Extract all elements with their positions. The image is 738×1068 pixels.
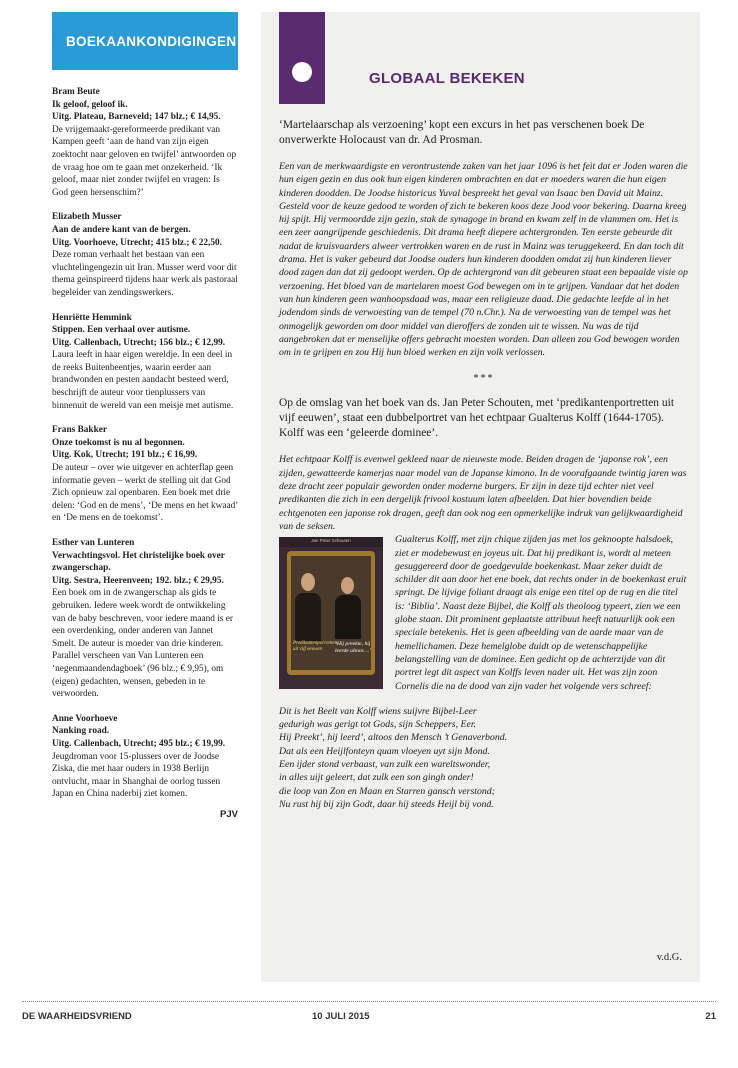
book-title: Verwachtingsvol. Het christelijke boek over zwangerschap. [52, 550, 225, 574]
book-publisher: Uitg. Callenbach, Utrecht; 156 blz.; € 12,99. [52, 337, 226, 348]
book-title: Onze toekomst is nu al begonnen. [52, 437, 185, 448]
announcements-header: BOEKAANKONDIGINGEN [52, 12, 238, 70]
poem-line: in alles uijt geleert, dat zulk een son gingh onder! [279, 772, 474, 784]
book-entry-5 [52, 537, 238, 701]
book-author: Elizabeth Musser [52, 212, 122, 223]
cover-author: Jan Peter Schouten [311, 538, 351, 544]
book-entry-3 [52, 312, 238, 413]
book-author: Frans Bakker [52, 425, 108, 436]
book-cover-image [279, 537, 383, 689]
book-entry-2 [52, 211, 238, 299]
poem-line: die loop van Zon en Maan en Starren gansch verstond; [279, 785, 495, 797]
issue-date: 10 JULI 2015 [312, 1011, 370, 1022]
book-author: Anne Voorhoeve [52, 713, 118, 724]
book-author: Esther van Lunteren [52, 538, 135, 548]
book-publisher: Uitg. Callenbach, Utrecht; 495 blz.; € 19,99. [52, 738, 226, 749]
body-paragraph-3: Gualterus Kolff, met zijn chique zijden jas met los geknoopte halsdoek, ziet er modebewust en joyeus uit. Dat hij predikant is, wordt al meteen gesuggereerd door de goedgevulde boekenkast. Maar zeker duidt de schilder dit aan door het ene boek, dat rechts onder in de boekenkast eruit springt. De lijvige foliant draagt als enige een titel op de rug en die titel is: ‘Biblia’. Naast deze Bijbel, die Kolff als theoloog typeert, zien we een globe staan. Dit prominent geplaatste attribuut heeft natuurlijk ook een speciale betekenis. Het is geen afbeelding van de aarde maar van de hemellichamen. Deze hemelglobe duidt op de wetenschappelijke belangstelling van de dominee. Een gedicht op de achterzijde van dit portret legt dit aspect van Kolffs leven nader uit. Het was zijn zoon Cornelis die na de dood van zijn vader het volgende vers schreef: [395, 534, 687, 692]
footer-divider [22, 1001, 716, 1002]
portrait-figure-man [295, 593, 321, 641]
cover-section [279, 533, 689, 693]
poem-line: gedurigh was gerigt tot Gods, sijn Scheppers, Eer. [279, 719, 477, 731]
circle-icon [292, 62, 312, 82]
book-blurb: Laura leeft in haar eigen wereldje. In een deel in de reeks Buitenbeentjes, waarin eerder aan brandwonden en pesten aandacht besteed werd, beschrijft de auteur voor tienplussers van binnenuit de wereld van een meisje met autisme. [52, 350, 234, 411]
lead-paragraph-1: ‘Martelaarschap als verzoening’ kopt een excurs in het pas verschenen boek De onverwerkte Holocaust van dr. Ad Prosman. [279, 119, 645, 146]
article-signature: v.d.G. [656, 952, 682, 963]
book-list [52, 86, 238, 801]
section-marker [279, 12, 325, 104]
page-number: 21 [705, 1011, 716, 1022]
book-author: Henriëtte Hemmink [52, 312, 132, 323]
cover-quote: ‘Hij preekte, hij leerde altoos ...’ [335, 641, 372, 654]
body-paragraph-1: Een van de merkwaardigste en verontrustende zaken van het jaar 1096 is het feit dat er Joden waren die hun eigen gezin en dus ook hun eigen kinderen ombrachten en dat er moeders waren die hun eigen kinderen doodden. De Joodse historicus Yuval bespreekt het geval van Isaac ben David uit Mainz. Gesteld voor de keuze gedood te worden of zich te bekeren koos deze Jood voor bekering. Daarna kreeg hij spijt. Hij vermoordde zijn gezin, stak de synagoge in brand en kwam zelf in de vlammen om. Het is een zeer aangrijpende geschiedenis. Dit drama heeft diepere achtergronden. Ten eerste gebeurde dit nadat de kruisvaarders alweer vertrokken waren en de rust in Mainz was teruggekeerd. En dan toch dit drama. Het is vaker gebeurd dat Joodse ouders hun kinderen doodden omdat zij hun kinderen liever dood zagen dan dat zij gedoopt werden. Op de achtergrond van dit gebeuren staat een bepaalde visie op verzoening. Het bloed van de martelaren moest God bewegen om in te grijpen. Vandaar dat het doden van hun kinderen geen wanhoopsdaad was, maar een religieuze daad. Die gedachte leefde al in het jodendom sinds de verwoesting van de tempel (70 n.Chr.). Na de verwoesting van de tempel was het onmogelijk geworden om door middel van dieroffers de zonden uit te wissen. Nu was de tijd aangebroken dat er menselijke offers gebracht moesten worden. Dan alleen zou God bewogen worden om in te grijpen en zou Hij hun bloed werken en zijn volk verlossen. [279, 161, 688, 359]
portrait-figure-woman [335, 595, 361, 639]
announcements-column [52, 12, 238, 820]
poem-line: Hij Preekt’, hij leerd’, altoos den Mensch ’t Genaverbond. [279, 732, 508, 744]
book-entry-4 [52, 424, 238, 525]
body-paragraph-2: Het echtpaar Kolff is evenwel gekleed naar de nieuwste mode. Beiden dragen de ‘japonse rok’, een zijden, gewatteerde kamerjas naar model van de Japanse kimono. In de voorafgaande twintig jaren was deze dracht zeer populair geworden onder moderne burgers. Er zijn in deze tijd echter niet veel predikanten die zich in een dergelijk frivool kostuum laten afbeelden. Dat hier bovendien beide echtgenoten een japonse rok dragen, geeft dan ook nog een opmerkelijke indruk van gelijkwaardigheid van de seksen. [279, 454, 687, 532]
book-entry-1 [52, 86, 238, 199]
book-publisher: Uitg. Kok, Utrecht; 191 blz.; € 16,99. [52, 450, 198, 461]
book-blurb: Deze roman verhaalt het bestaan van een vluchtelingengezin uit Iran. Musser werd voor dit thema geïnspireerd tijdens haar werk als pastoraal begeleider van zendingswerkers. [52, 250, 238, 298]
book-entry-6 [52, 713, 238, 801]
section-title: GLOBAAL BEKEKEN [369, 70, 525, 87]
poem-line: Nu rust hij bij zijn Godt, daar hij steeds Heijl bij vond. [279, 798, 494, 810]
publication-name: DE WAARHEIDSVRIEND [22, 1011, 132, 1022]
section-separator: *** [473, 373, 495, 385]
book-author: Bram Beute [52, 87, 100, 97]
book-title: Aan de andere kant van de bergen. [52, 224, 191, 235]
book-blurb: Jeugdroman voor 15-plussers over de Joodse Ziska, die met haar ouders in 1938 Berlijn ontvlucht, maar in Shanghai de oorlog tussen Japan en China naderbij ziet komen. [52, 751, 221, 800]
book-blurb: Een boek om in de zwangerschap als gids te gebruiken. Iedere week wordt de ontwikkeling van de baby beschreven, voor iedere maand is er een overdenking, onder anderen van Jannet Smelt. De auteur is moeder van drie kinderen. Parallel verscheen van Van Lunteren een ‘negenmaandendagboek’ (96 blz.; € 9,95), om (eigen) gedachten, wensen, gebeden in te verwoorden. [52, 588, 233, 700]
global-view-panel [261, 12, 700, 982]
book-publisher: Uitg. Voorhoeve, Utrecht; 415 blz.; € 22,50. [52, 237, 222, 248]
book-blurb: De vrijgemaakt-gereformeerde predikant van Kampen geeft ‘aan de hand van zijn eigen zoektocht naar geloven en twijfel’ antwoorden op de vraag hoe om te gaan met onzekerheid. ‘Ik geloof, maar niet zonder twijfel en vragen: Is God geen hersenschim?’ [52, 124, 237, 198]
book-title: Ik geloof, geloof ik. [52, 99, 128, 110]
lead-paragraph-2: Op de omslag van het boek van ds. Jan Peter Schouten, met ‘predikantenportretten uit vijf eeuwen’, staat een dubbelportret van het echtpaar Gualterus Kolff (1644-1705). Kolff was een ‘geleerde dominee’. [279, 397, 675, 440]
article-content [279, 118, 689, 811]
poem-line: Dit is het Beelt van Kolff wiens suijvre Bijbel-Leer [279, 705, 477, 717]
book-title: Nanking road. [52, 726, 110, 737]
book-publisher: Uitg. Plateau, Barneveld; 147 blz.; € 14,95. [52, 112, 221, 123]
book-publisher: Uitg. Sestra, Heerenveen; 192. blz.; € 29,95. [52, 575, 224, 586]
cover-subtitle: Predikantenportretten uit vijf eeuwen [293, 641, 338, 653]
poem-line: Een ijder stond verbaast, van zulk een wareltswonder, [279, 758, 491, 770]
book-title: Stippen. Een verhaal over autisme. [52, 325, 191, 336]
book-blurb: De auteur – over wie uitgever en achterflap geen informatie geven – werkt de stelling uit dat God Zich opnieuw zal openbaren. Een boek met drie delen: ‘God en de mens’, ‘De mens en het kwaad’ en ‘De mens en de toekomst’. [52, 463, 238, 524]
poem [279, 705, 689, 811]
announcements-signature: PJV [220, 808, 238, 820]
poem-line: Dat als een Heijlfonteyn quam vloeyen uyt sijn Mond. [279, 745, 490, 757]
